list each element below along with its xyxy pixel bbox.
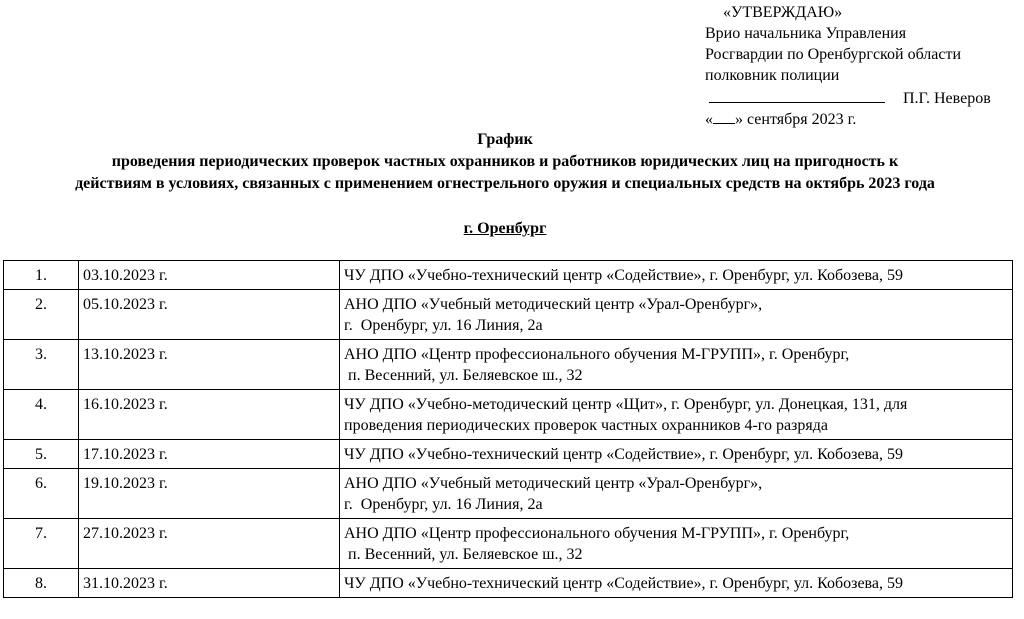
approval-rank: полковник полиции — [705, 67, 840, 84]
place-line: п. Весенний, ул. Беляевское ш., 32 — [344, 546, 583, 563]
table-row — [4, 440, 1013, 469]
place-line: ЧУ ДПО «Учебно-технический центр «Содействие», г. Оренбург, ул. Кобозева, 59 — [344, 446, 903, 463]
row-number: 2. — [4, 290, 79, 340]
city-heading: г. Оренбург — [463, 220, 547, 237]
table-row — [4, 469, 1013, 519]
row-number: 5. — [4, 440, 79, 469]
place-line: АНО ДПО «Центр профессионального обучения М-ГРУПП», г. Оренбург, — [344, 346, 850, 363]
place-line: АНО ДПО «Центр профессионального обучения М-ГРУПП», г. Оренбург, — [344, 525, 850, 542]
approval-date-open: « — [705, 111, 713, 128]
place-line: ЧУ ДПО «Учебно-технический центр «Содействие», г. Оренбург, ул. Кобозева, 59 — [344, 267, 903, 284]
place-line: АНО ДПО «Учебный методический центр «Урал-Оренбург», — [344, 475, 763, 492]
table-row — [4, 261, 1013, 290]
row-place — [340, 440, 1013, 469]
approval-block — [705, 2, 1023, 130]
row-place — [340, 290, 1013, 340]
approval-position-line-2: Росгвардии по Оренбургской области — [705, 46, 962, 63]
row-place — [340, 390, 1013, 440]
table-row — [4, 390, 1013, 440]
row-date: 27.10.2023 г. — [79, 519, 340, 569]
row-date: 16.10.2023 г. — [79, 390, 340, 440]
row-date: 05.10.2023 г. — [79, 290, 340, 340]
place-line: ЧУ ДПО «Учебно-технический центр «Содействие», г. Оренбург, ул. Кобозева, 59 — [344, 575, 903, 592]
document-description — [0, 151, 1010, 195]
row-place — [340, 469, 1013, 519]
place-line: г. Оренбург, ул. 16 Линия, 2а — [344, 317, 543, 334]
table-row — [4, 569, 1013, 598]
place-line: проведения периодических проверок частных охранников 4-го разряда — [344, 417, 828, 434]
row-place — [340, 569, 1013, 598]
row-number: 4. — [4, 390, 79, 440]
row-number: 6. — [4, 469, 79, 519]
place-line: п. Весенний, ул. Беляевское ш., 32 — [344, 367, 583, 384]
approval-heading: «УТВЕРЖДАЮ» — [723, 4, 843, 21]
description-line-1: проведения периодических проверок частных охранников и работников юридических лиц на пригодность к — [111, 153, 899, 170]
place-line: ЧУ ДПО «Учебно-методический центр «Щит», г. Оренбург, ул. Донецкая, 131, для — [344, 396, 908, 413]
approval-day-blank — [713, 109, 735, 124]
row-date: 13.10.2023 г. — [79, 340, 340, 390]
signature-row — [705, 86, 1023, 109]
row-number: 8. — [4, 569, 79, 598]
approval-date — [705, 109, 1023, 130]
description-line-2: действиям в условиях, связанных с применением огнестрельного оружия и специальных средств на октябрь 2023 года — [75, 175, 935, 192]
document-title: График — [477, 131, 533, 148]
signature-blank — [709, 86, 885, 103]
schedule-table — [3, 260, 1013, 598]
row-place — [340, 261, 1013, 290]
row-place — [340, 519, 1013, 569]
row-number: 7. — [4, 519, 79, 569]
row-date: 03.10.2023 г. — [79, 261, 340, 290]
approval-date-rest: » сентября 2023 г. — [735, 111, 857, 128]
row-date: 31.10.2023 г. — [79, 569, 340, 598]
table-row — [4, 290, 1013, 340]
signatory-name: П.Г. Неверов — [903, 90, 991, 107]
row-number: 1. — [4, 261, 79, 290]
table-row — [4, 340, 1013, 390]
approval-position-line-1: Врио начальника Управления — [705, 25, 907, 42]
place-line: АНО ДПО «Учебный методический центр «Урал-Оренбург», — [344, 296, 763, 313]
row-place — [340, 340, 1013, 390]
schedule-body — [4, 261, 1013, 598]
row-date: 19.10.2023 г. — [79, 469, 340, 519]
row-date: 17.10.2023 г. — [79, 440, 340, 469]
place-line: г. Оренбург, ул. 16 Линия, 2а — [344, 496, 543, 513]
row-number: 3. — [4, 340, 79, 390]
table-row — [4, 519, 1013, 569]
